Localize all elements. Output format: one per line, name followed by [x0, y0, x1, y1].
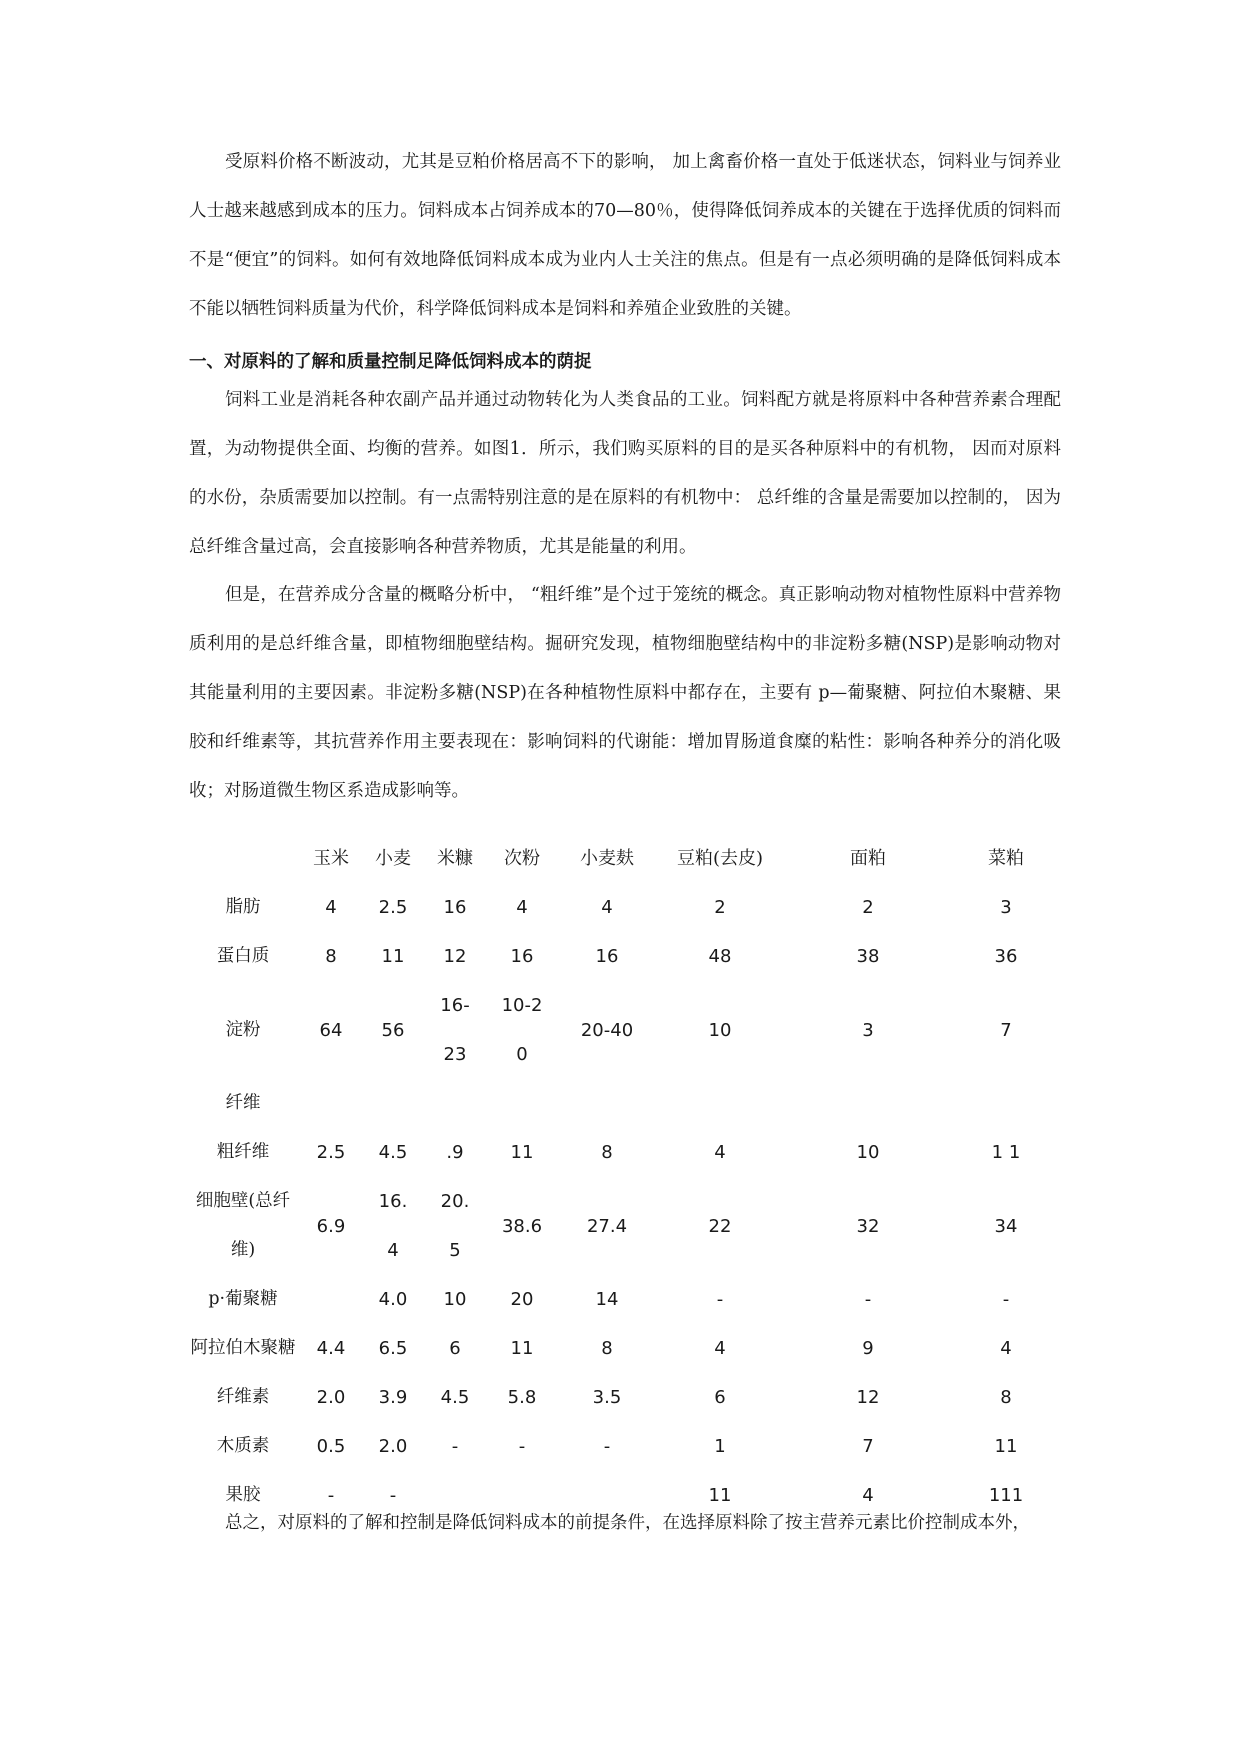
- table-row: [186, 1422, 1060, 1471]
- header-corn: 玉米: [313, 848, 349, 869]
- table-cell: 6.5: [378, 1338, 408, 1359]
- row-label: 细胞壁(总纤: [195, 1191, 291, 1211]
- table-cell: 14: [595, 1289, 619, 1310]
- table-cell: 48: [708, 946, 732, 967]
- table-cell: 32: [856, 1215, 880, 1237]
- row-label: 淀粉: [225, 1019, 261, 1040]
- table-row: [186, 1128, 1060, 1177]
- table-row: [186, 1275, 1060, 1324]
- row-label: 木质素: [216, 1436, 270, 1456]
- header-wheat: 小麦: [375, 848, 411, 869]
- table-cell: 7: [1000, 1019, 1012, 1041]
- table-cell: 9: [862, 1338, 874, 1359]
- table-cell: 4: [1000, 1338, 1012, 1359]
- table-cell: 3: [862, 1019, 874, 1041]
- table-cell: 8: [325, 946, 337, 967]
- row-label: 粗纤维: [216, 1142, 270, 1162]
- table-cell: 6: [449, 1338, 461, 1359]
- table-cell: 1 1: [991, 1142, 1021, 1163]
- table-cell: 5.8: [507, 1387, 537, 1408]
- table-row: [186, 1324, 1060, 1373]
- table-cell: 8: [601, 1338, 613, 1359]
- table-cell: 12: [856, 1387, 880, 1408]
- table-cell: 20.: [440, 1191, 470, 1212]
- intro-paragraph: 受原料价格不断波动，尤其是豆粕价格居高不下的影响， 加上禽畜价格一直处于低迷状态，饲料业与饲养业人士越来越感到成本的压力。饲料成本占饲养成本的70—80％，使得降低饲养成本的关键在于选择优质的饲料而不是“便宜”的饲料。如何有效地降低饲料成本成为业内人士关注的焦点。但是有一点必须明确的是降低饲料成本不能以牺牲饲料质量为代价，科学降低饲料成本是饲料和养殖企业致胜的关键。: [189, 152, 1061, 319]
- table-cell: 2: [714, 897, 726, 918]
- table-cell: 10: [708, 1019, 732, 1041]
- table-cell: 6: [714, 1387, 726, 1408]
- table-cell: 12: [443, 946, 467, 967]
- row-label: 纤维: [225, 1093, 261, 1113]
- table-cell: 20-40: [580, 1019, 634, 1041]
- table-cell: 16: [443, 897, 467, 918]
- table-cell: [300, 1275, 362, 1324]
- table-cell: 34: [994, 1215, 1018, 1237]
- table-cell: 10-2: [501, 995, 543, 1016]
- table-cell: 7: [862, 1436, 874, 1457]
- table-cell: 4: [862, 1485, 874, 1506]
- header-wheat-middlings: 次粉: [504, 848, 540, 869]
- header-wheat-bran: 小麦麸: [580, 848, 634, 869]
- table-cell: -: [716, 1289, 724, 1310]
- table-cell: 4.0: [378, 1289, 408, 1310]
- table-cell: 8: [601, 1142, 613, 1163]
- table-cell: 4: [714, 1142, 726, 1163]
- table-cell: 16.: [378, 1191, 408, 1212]
- nutrient-table: [186, 834, 1060, 1520]
- table-cell: .9: [446, 1142, 464, 1163]
- table-cell: -: [518, 1436, 526, 1457]
- table-cell: 4: [387, 1240, 399, 1261]
- row-label: 维): [230, 1240, 256, 1260]
- table-cell: 2.0: [378, 1436, 408, 1457]
- table-cell: 11: [708, 1485, 732, 1506]
- table-row: [186, 1373, 1060, 1422]
- table-cell: 111: [988, 1485, 1024, 1506]
- table-cell: 4.5: [378, 1142, 408, 1163]
- table-row: [186, 932, 1060, 981]
- row-label: p·葡聚糖: [208, 1289, 278, 1309]
- table-cell: 16-: [440, 995, 470, 1016]
- row-label: 阿拉伯木聚糖: [190, 1338, 296, 1358]
- table-cell: 8: [1000, 1387, 1012, 1408]
- table-cell: -: [1002, 1289, 1010, 1310]
- table-cell: 22: [708, 1215, 732, 1237]
- paragraph-feed-industry: 饲料工业是消耗各种农副产品并通过动物转化为人类食品的工业。饲料配方就是将原料中各种营养素合理配置，为动物提供全面、均衡的营养。如图1．所示，我们购买原料的目的是买各种原料中的有机物， 因而对原料的水份，杂质需要加以控制。有一点需特别注意的是在原料的有机物中： 总纤维的含量是需要加以控制的， 因为总纤维含量过高，会直接影响各种营养物质，尤其是能量的利用。: [189, 390, 1061, 557]
- table-cell: 2.5: [316, 1142, 346, 1163]
- table-cell: 16: [510, 946, 534, 967]
- table-cell: 11: [510, 1142, 534, 1163]
- table-row: [186, 1177, 1060, 1226]
- table-cell: -: [327, 1485, 335, 1506]
- table-cell: -: [389, 1485, 397, 1506]
- table-cell: 11: [381, 946, 405, 967]
- table-cell: 5: [449, 1240, 461, 1261]
- table-cell: 3.5: [592, 1387, 622, 1408]
- table-cell: 4: [601, 897, 613, 918]
- table-cell: 6.9: [316, 1215, 346, 1237]
- header-meal: 面粕: [850, 848, 886, 869]
- table-cell: 4: [516, 897, 528, 918]
- table-cell: 23: [443, 1044, 467, 1065]
- table-row: [186, 1079, 1060, 1128]
- table-cell: 64: [319, 1019, 343, 1041]
- table-cell: 4: [714, 1338, 726, 1359]
- table-cell: 27.4: [586, 1215, 628, 1237]
- table-cell: 2.0: [316, 1387, 346, 1408]
- paragraph-crude-fiber: 但是，在营养成分含量的概略分析中， “粗纤维”是个过于笼统的概念。真正影响动物对植物性原料中营养物质利用的是总纤维含量，即植物细胞壁结构。掘研究发现，植物细胞壁结构中的非淀粉多糖(NSP)是影响动物对其能量利用的主要因素。非淀粉多糖(NSP)在各种植物性原料中都存在，主要有 p—葡聚糖、阿拉伯木聚糖、果胶和纤维素等，其抗营养作用主要表现在：影响饲料的代谢能：增加胃肠道食糜的粘性：影响各种养分的消化吸收；对肠道微生物区系造成影响等。: [189, 585, 1061, 801]
- table-cell: 2: [862, 897, 874, 918]
- table-cell: 20: [510, 1289, 534, 1310]
- table-cell: 38.6: [501, 1215, 543, 1237]
- table-cell: -: [864, 1289, 872, 1310]
- table-cell: 16: [595, 946, 619, 967]
- table-cell: 56: [381, 1019, 405, 1041]
- row-label: 纤维素: [216, 1387, 270, 1407]
- table-cell: 3.9: [378, 1387, 408, 1408]
- table-cell: 3: [1000, 897, 1012, 918]
- table-cell: 38: [856, 946, 880, 967]
- table-cell: 10: [856, 1142, 880, 1163]
- table-cell: 1: [714, 1436, 726, 1457]
- table-cell: 11: [994, 1436, 1018, 1457]
- section-heading-1: 一、对原料的了解和质量控制足降低饲料成本的荫捉: [189, 352, 592, 372]
- table-cell: 36: [994, 946, 1018, 967]
- table-cell: 11: [510, 1338, 534, 1359]
- table-cell: 4.4: [316, 1338, 346, 1359]
- table-cell: -: [603, 1436, 611, 1457]
- row-label: 脂肪: [225, 897, 261, 917]
- table-row: [186, 981, 1060, 1030]
- table-row: [186, 883, 1060, 932]
- table-cell: 0: [516, 1044, 528, 1065]
- table-cell: 2.5: [378, 897, 408, 918]
- header-rice-bran: 米糠: [437, 848, 473, 869]
- paragraph-conclusion: 总之，对原料的了解和控制是降低饲料成本的前提条件，在选择原料除了按主营养元素比价控制成本外，: [225, 1513, 1030, 1533]
- table-cell: 4.5: [440, 1387, 470, 1408]
- row-label: 果胶: [225, 1485, 261, 1505]
- header-rapeseed-meal: 菜粕: [988, 848, 1024, 869]
- table-cell: 10: [443, 1289, 467, 1310]
- table-cell: 4: [325, 897, 337, 918]
- row-label: 蛋白质: [216, 946, 270, 966]
- table-cell: 0.5: [316, 1436, 346, 1457]
- header-soybean-meal: 豆粕(去皮): [676, 848, 764, 869]
- table-header-row: [186, 834, 1060, 883]
- table-cell: -: [451, 1436, 459, 1457]
